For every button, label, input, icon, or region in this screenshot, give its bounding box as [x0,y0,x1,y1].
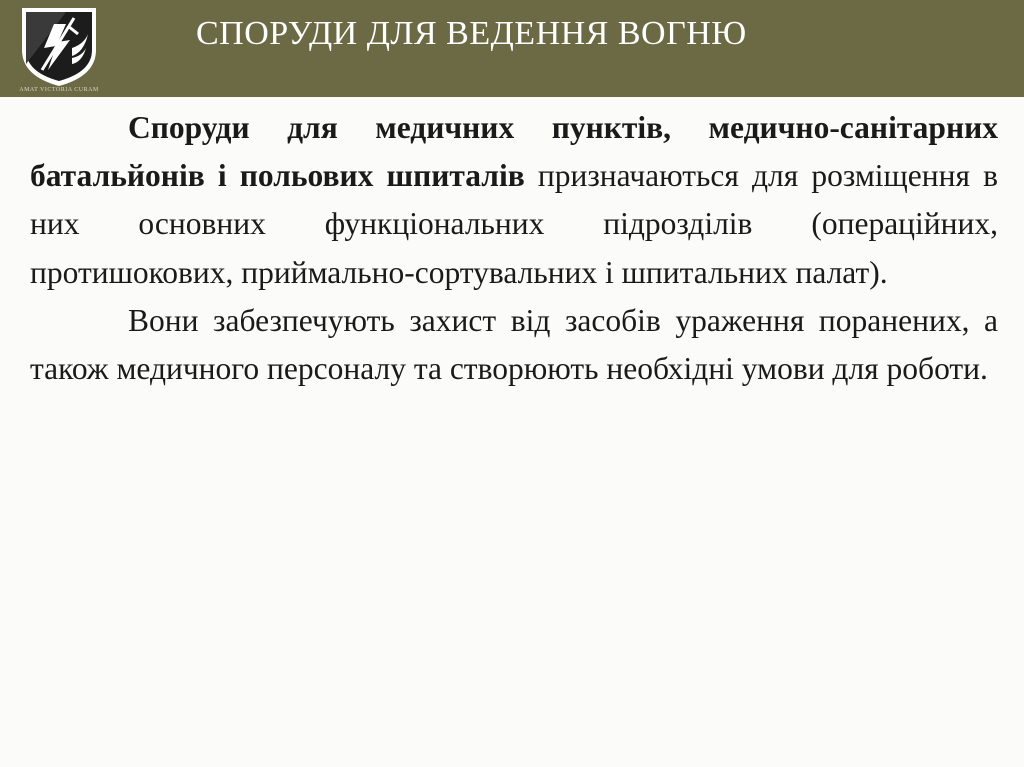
title-bar [0,0,1024,97]
logo-motto: AMAT VICTORIA CURAM [19,87,99,92]
slide-title: СПОРУДИ ДЛЯ ВЕДЕННЯ ВОГНЮ [196,15,747,52]
paragraph-1-bold: Споруди для медичних пунктів, медично-санітарних батальйонів і польових шпиталів [30,110,998,194]
paragraph-1-text: призначаються для розміщення в них основних функціональних підрозділів (операційних, протишокових, приймально-сортувальних і шпитальних палат). [30,158,998,290]
paragraph-2 [30,297,998,393]
military-emblem-icon [14,4,104,92]
slide-body [30,104,998,393]
paragraph-2-text: Вони забезпечують захист від засобів ураження поранених, а також медичного персоналу та створюють необхідні умови для роботи. [30,302,998,387]
paragraph-1 [30,104,998,297]
